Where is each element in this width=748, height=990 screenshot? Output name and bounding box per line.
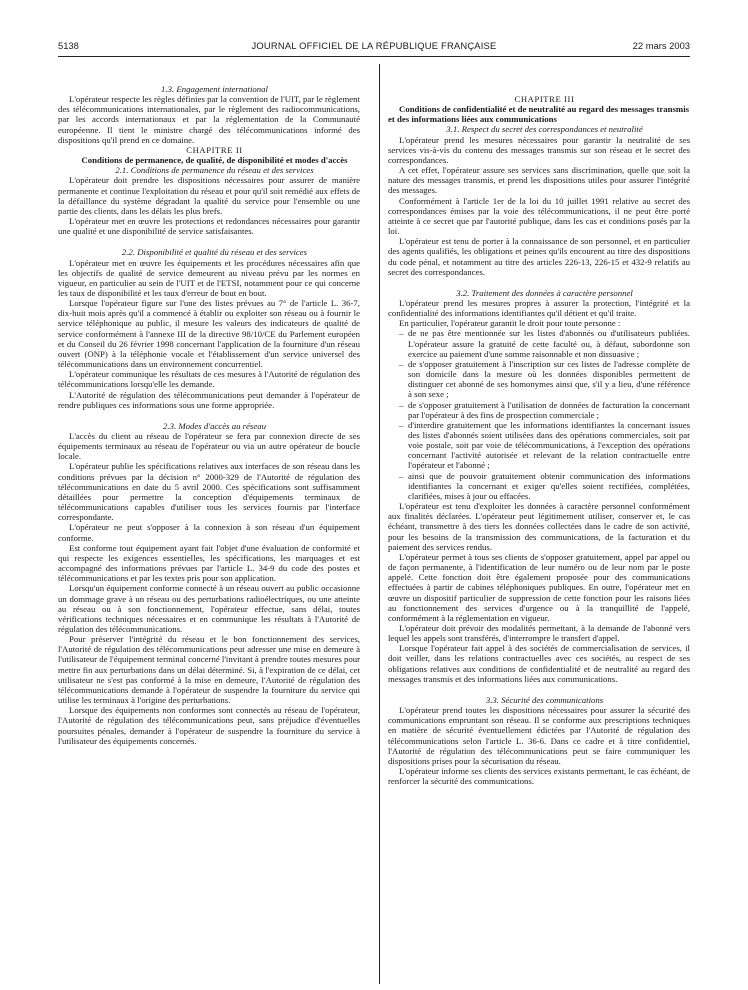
paragraph: L'opérateur prend les mesures nécessaires pour garantir la neutralité de ses services vis-à-vis du contenu des messages transmis sur son réseau et le secret des correspondances. xyxy=(388,134,690,165)
paragraph: L'opérateur informe ses clients des services existants permettant, le cas échéant, de renforcer la sécurité des communications. xyxy=(388,766,690,787)
left-column xyxy=(58,84,360,746)
paragraph: Est conforme tout équipement ayant fait l'objet d'une évaluation de conformité et qui respecte les exigences essentielles, les spécifications, les marquages et est accompagné des informations prévues par l'article L. 34-9 du code des postes et télécommunications et par les textes pris pour son application. xyxy=(58,542,360,584)
paragraph: Lorsqu'un équipement conforme connecté à un réseau ouvert au public occasionne un dommage grave à un réseau ou des perturbations radioélectriques, ou une atteinte au réseau ou à son fonctionnement, l'opérateur effectue, sans délai, toutes vérifications techniques nécessaires et en communique les résultats à l'Autorité de régulation des télécommunications. xyxy=(58,583,360,634)
list-item: – de ne pas être mentionnée sur les listes d'abonnés ou d'utilisateurs publiées. L'opérateur assure la gratuité de cette faculté ou, à défaut, subordonne son exercice au paiement d'une somme raisonnable et non dissuasive ; xyxy=(399,328,690,358)
chapter-title: Conditions de permanence, de qualité, de disponibilité et modes d'accès xyxy=(81,155,348,166)
section-heading: 3.1. Respect du secret des correspondances et neutralité xyxy=(446,124,643,135)
list-item: – de s'opposer gratuitement à l'utilisation de données de facturation la concernant par l'opérateur à des fins de prospection commerciale ; xyxy=(399,400,690,420)
paragraph: L'opérateur met en œuvre les protections et redondances nécessaires pour garantir une qualité et une disponibilité de service satisfaisantes. xyxy=(58,216,360,237)
header-rule xyxy=(58,56,690,57)
list-item: – ainsi que de pouvoir gratuitement obtenir communication des informations identifiantes la concernant et exiger qu'elles soient rectifiées, complétées, clarifiées, mises à jour ou effacées. xyxy=(399,471,690,501)
paragraph: L'opérateur doit prévoir des modalités permettant, à la demande de l'abonné vers lequel les appels sont transférés, d'interrompre le transfert d'appel. xyxy=(388,622,690,644)
paragraph: Pour préserver l'intégrité du réseau et le bon fonctionnement des services, l'Autorité de régulation des télécommunications peut adresser une mise en demeure à l'utilisateur de l'équipement terminal concerné l'invitant à prendre toutes mesures pour mettre fin aux perturbations dans un délai déterminé. Si, à l'expiration de ce délai, cet utilisateur ne s'est pas conformé à la mise en demeure, l'Autorité de régulation des télécommunications demande à l'opérateur de suspendre la fourniture du service qui utilise les terminaux à l'origine des perturbations. xyxy=(58,634,360,706)
paragraph: L'opérateur publie les spécifications relatives aux interfaces de son réseau dans les conditions prévues par la décision n° 2000-329 de l'Autorité de régulation des télécommunications en date du 5 avril 2000. Ces spécifications sont suffisamment détaillées pour permettre la conception d'équipements terminaux de télécommunications capables d'utiliser tous les services fournis par l'interface correspondante. xyxy=(58,461,360,523)
right-column xyxy=(388,94,690,786)
section-heading: 2.3. Modes d'accès au réseau xyxy=(163,420,266,431)
section-heading: 3.3. Sécurité des communications xyxy=(485,694,604,705)
paragraph: L'opérateur ne peut s'opposer à la connexion à son réseau d'un équipement conforme. xyxy=(58,522,360,543)
paragraph: L'opérateur prend toutes les dispositions nécessaires pour assurer la sécurité des communications empruntant son réseau. Il se conforme aux prescriptions techniques en matière de sécurité éventuellement édictées par l'Autorité de régulation des télécommunications selon l'article L. 36-6. Dans ce cadre et à titre confidentiel, l'Autorité de régulation des télécommunications peut se faire communiquer les dispositions prises pour la sécurisation du réseau. xyxy=(388,705,690,766)
journal-title: JOURNAL OFFICIEL DE LA RÉPUBLIQUE FRANÇAISE xyxy=(251,40,497,51)
chapter-title: Conditions de confidentialité et de neutralité au regard des messages transmis et des informations liées aux communications xyxy=(388,104,690,125)
page-number: 5138 xyxy=(58,40,79,51)
paragraph: L'opérateur prend les mesures propres à assurer la protection, l'intégrité et la confidentialité des informations identifiantes qu'il détient et qu'il traite. xyxy=(388,297,690,319)
paragraph: L'accès du client au réseau de l'opérateur se fera par connexion directe de ses équipements terminaux au réseau de l'opérateur ou via un autre opérateur de boucle locale. xyxy=(58,431,360,462)
section-heading: 1.3. Engagement international xyxy=(161,84,268,94)
paragraph: Lorsque l'opérateur figure sur l'une des listes prévues au 7° de l'article L. 36-7, dix-huit mois après qu'il a commencé à établir ou exploiter son réseau ou à fournir le service téléphonique au public, il mesure les valeurs des indicateurs de qualité de service conformément à l'annexe III de la directive 98/10/CE du Parlement européen et du Conseil du 26 février 1998 concernant l'application de la fourniture d'un réseau ouvert (ONP) à la téléphonie vocale et l'établissement d'un service universel des télécommunications dans un environnement concurrentiel. xyxy=(58,298,360,370)
chapter-label: CHAPITRE III xyxy=(514,94,575,104)
paragraph: Conformément à l'article 1er de la loi du 10 juillet 1991 relative au secret des correspondances émises par la voie des télécommunications, il ne peut être porté atteinte à ce secret que par l'autorité publique, dans les cas et conditions posés par la loi. xyxy=(388,195,690,237)
chapter-label: CHAPITRE II xyxy=(186,144,243,155)
paragraph: Lorsque des équipements non conformes sont connectés au réseau de l'opérateur, l'Autorité de régulation des télécommunications peut, sans préjudice d'éventuelles poursuites pénales, demander à l'opérateur de suspendre la fourniture du service à l'utilisateur des équipements concernés. xyxy=(58,705,360,746)
paragraph: A cet effet, l'opérateur assure ses services sans discrimination, quelle que soit la nature des messages transmis, et prend les dispositions utiles pour assurer l'intégrité des messages. xyxy=(388,165,690,196)
section-heading: 3.2. Traitement des données à caractère personnel xyxy=(456,287,633,298)
section-heading: 2.1. Conditions de permanence du réseau et des services xyxy=(115,165,314,176)
paragraph: L'opérateur met en œuvre les équipements et les procédures nécessaires afin que les objectifs de qualité de service demeurent au niveau prévu par les normes en vigueur, en particulier au sein de l'UIT et de l'ETSI, notamment pour ce qui concerne les taux de disponibilité et les taux d'erreur de bout en bout. xyxy=(58,257,360,298)
paragraph: L'opérateur respecte les règles définies par la convention de l'UIT, par le règlement des télécommunications internationales, par le règlement des radiocommunications, par les accords internationaux et par la réglementation de la Communauté européenne. Il tient le ministre chargé des télécommunications informé des dispositions qu'il prend en ce domaine. xyxy=(58,94,360,145)
list-item: – de s'opposer gratuitement à l'inscription sur ces listes de l'adresse complète de son domicile dans la mesure où les données disponibles permettent de distinguer cet abonné de ses homonymes ainsi que, s'il y a lieu, d'une référence à son sexe ; xyxy=(399,359,690,400)
section-heading: 2.2. Disponibilité et qualité du réseau et des services xyxy=(121,247,308,258)
paragraph: L'Autorité de régulation des télécommunications peut demander à l'opérateur de rendre publiques ces informations sous une forme appropriée. xyxy=(58,389,360,410)
page-header xyxy=(58,40,690,54)
paragraph: L'opérateur communique les résultats de ces mesures à l'Autorité de régulation des télécommunications lorsqu'elle les demande. xyxy=(58,369,360,390)
list-item: – d'interdire gratuitement que les informations identifiantes la concernant issues des listes d'abonnés soient utilisées dans des opérations commerciales, soit par voie postale, soit par voie de télécommunications, à l'exception des opérations concernant l'activité autorisée et relevant de la relation contractuelle entre l'opérateur et l'abonné ; xyxy=(399,420,690,471)
column-divider xyxy=(379,64,380,984)
rights-list xyxy=(388,328,690,501)
paragraph: L'opérateur est tenu d'exploiter les données à caractère personnel conformément aux finalités déclarées. L'opérateur peut légitimement utiliser, conserver et, le cas échéant, transmettre à des tiers les données collectées dans le cadre de son activité, pour les besoins de la transmission des communications, de la facturation et du paiement des services rendus. xyxy=(388,501,690,552)
paragraph: En particulier, l'opérateur garantit le droit pour toute personne : xyxy=(399,318,621,329)
paragraph: L'opérateur est tenu de porter à la connaissance de son personnel, et en particulier des agents qualifiés, les obligations et peines qu'ils encourent au titre des dispositions du code pénal, et notamment au titre des articles 226-13, 226-15 et 432-9 relatifs au secret des correspondances. xyxy=(388,236,690,277)
paragraph: Lorsque l'opérateur fait appel à des sociétés de commercialisation de services, il doit veiller, dans les relations contractuelles avec ces sociétés, au respect de ses obligations relatives aux conditions de confidentialité et de neutralité au regard des messages transmis et des informations liées aux communications. xyxy=(388,643,690,684)
paragraph: L'opérateur doit prendre les dispositions nécessaires pour assurer de manière permanente et continue l'exploitation du réseau et pour qu'il soit remédié aux effets de la défaillance du système dégradant la qualité du service pour l'ensemble ou une partie des clients, dans les délais les plus brefs. xyxy=(58,175,360,216)
publication-date: 22 mars 2003 xyxy=(632,40,690,51)
paragraph: L'opérateur permet à tous ses clients de s'opposer gratuitement, appel par appel ou de façon permanente, à l'identification de leur numéro ou de leur nom par le poste appelé. Cette fonction doit être également proposée pour des communications effectuées à partir de cabines téléphoniques publiques. En outre, l'opérateur met en œuvre un dispositif particulier de suppression de cette fonction pour les raisons liées au fonctionnement des services d'urgence ou à la tranquillité de l'appelé, conformément à la réglementation en vigueur. xyxy=(388,551,690,623)
